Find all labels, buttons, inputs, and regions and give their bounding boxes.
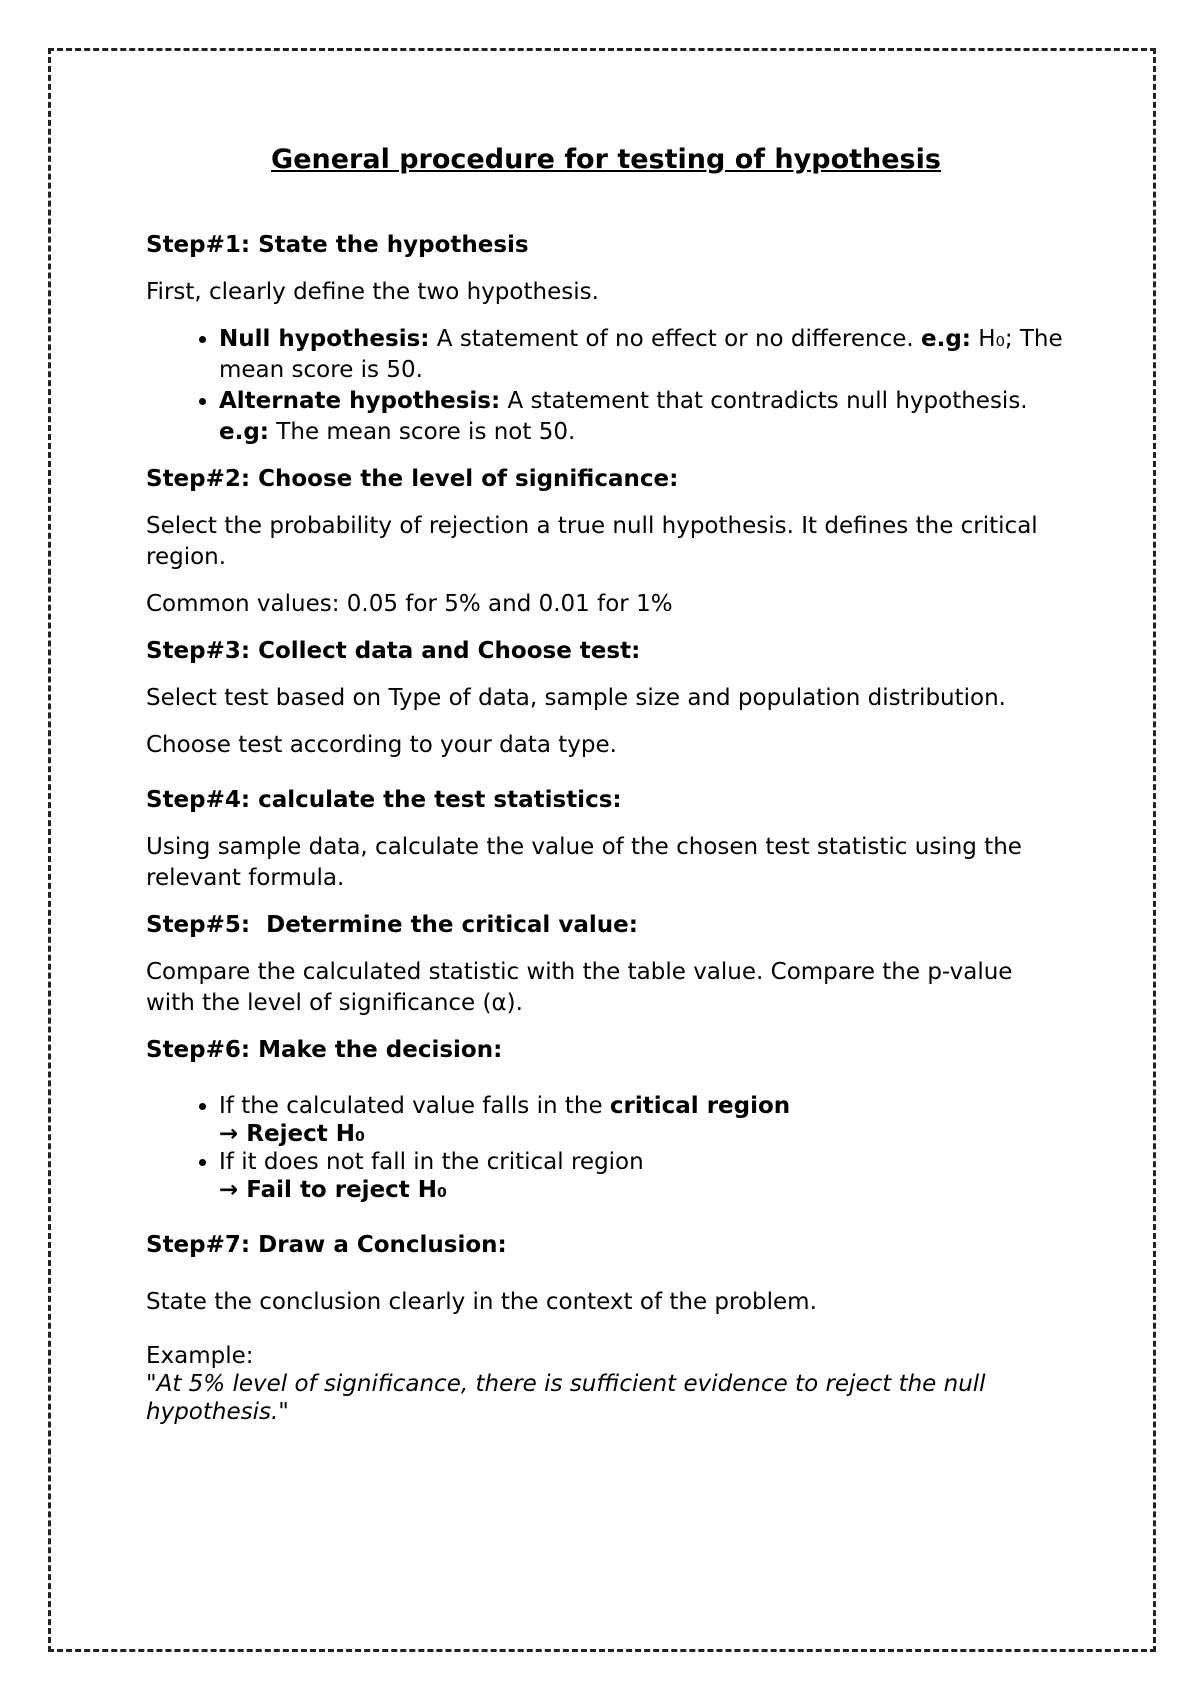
step5-para1: Compare the calculated statistic with the table value. Compare the p-value with the level of significance (α). <box>146 959 1013 1016</box>
list-item-decision-reject <box>219 1092 1066 1148</box>
step1-hypothesis-list <box>146 324 1066 448</box>
example-quote-open: " <box>146 1371 157 1397</box>
example-label: Example: <box>146 1343 254 1369</box>
step1-intro: First, clearly define the two hypothesis. <box>146 279 599 305</box>
alternate-eg-text: The mean score is not 50. <box>269 419 576 445</box>
null-hypothesis-label: Null hypothesis: <box>219 326 430 352</box>
document-title: General procedure for testing of hypothesis <box>271 144 941 175</box>
step1-heading: Step#1: State the hypothesis <box>146 232 529 258</box>
alternate-eg-label: e.g: <box>219 419 269 445</box>
alternate-hypothesis-text: A statement that contradicts null hypothesis. <box>500 388 1028 414</box>
step6-heading: Step#6: Make the decision: <box>146 1037 503 1063</box>
step4-heading: Step#4: calculate the test statistics: <box>146 787 622 813</box>
null-eg-label: e.g: <box>921 326 971 352</box>
step2-para2: Common values: 0.05 for 5% and 0.01 for 1% <box>146 591 673 617</box>
list-item-null-hypothesis <box>219 324 1066 386</box>
step2-para1: Select the probability of rejection a true null hypothesis. It defines the critical region. <box>146 513 1038 570</box>
list-item-alternate-hypothesis <box>219 386 1066 448</box>
step7-example <box>146 1342 1066 1426</box>
step3-para2: Choose test according to your data type. <box>146 732 617 758</box>
example-quote-close: " <box>278 1399 289 1425</box>
step2-heading: Step#2: Choose the level of significance: <box>146 466 679 492</box>
decision-reject-result: → Reject H₀ <box>219 1121 366 1147</box>
step6-decision-list <box>146 1092 1066 1204</box>
null-eg-text: H₀; The mean score is 50. <box>219 326 1063 383</box>
document-content <box>146 140 1066 1442</box>
alternate-hypothesis-label: Alternate hypothesis: <box>219 388 501 414</box>
example-text: At 5% level of significance, there is sufficient evidence to reject the null hypothesis. <box>146 1371 986 1425</box>
step5-heading: Step#5: Determine the critical value: <box>146 912 638 938</box>
decision-fail-result: → Fail to reject H₀ <box>219 1177 448 1203</box>
step7-heading: Step#7: Draw a Conclusion: <box>146 1232 507 1258</box>
null-hypothesis-text: A statement of no effect or no difference. <box>429 326 921 352</box>
decision-reject-text: If the calculated value falls in the <box>219 1093 610 1119</box>
step7-para1: State the conclusion clearly in the context of the problem. <box>146 1289 817 1315</box>
decision-fail-text: If it does not fall in the critical region <box>219 1149 644 1175</box>
step3-heading: Step#3: Collect data and Choose test: <box>146 638 641 664</box>
step4-para1: Using sample data, calculate the value of the chosen test statistic using the relevant formula. <box>146 834 1022 891</box>
list-item-decision-fail <box>219 1148 1066 1204</box>
step3-para1: Select test based on Type of data, sample size and population distribution. <box>146 685 1006 711</box>
decision-critical-region: critical region <box>609 1093 791 1119</box>
